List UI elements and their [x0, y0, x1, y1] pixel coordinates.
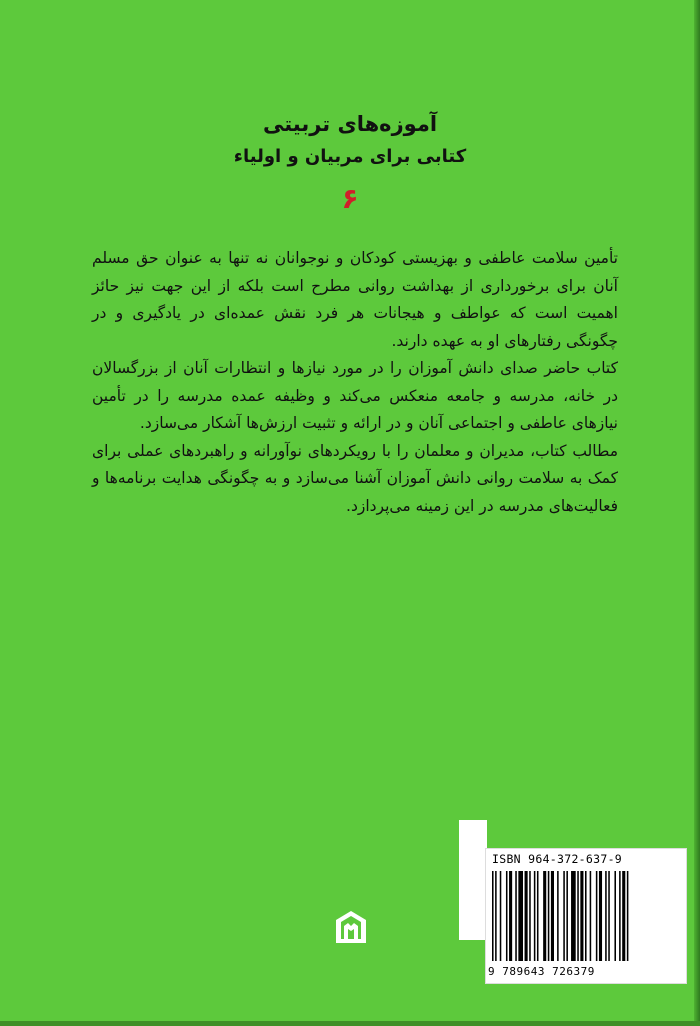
barcode-bar: [500, 871, 502, 961]
barcode-bar: [580, 871, 583, 961]
cover-bottom-edge: [0, 1021, 700, 1026]
barcode-bar: [563, 871, 565, 961]
barcode-bars: [490, 871, 682, 963]
barcode-bar: [518, 871, 523, 961]
barcode-bar: [525, 871, 528, 961]
barcode-bar: [492, 871, 494, 961]
barcode-bar: [614, 871, 616, 961]
barcode-bar: [622, 871, 625, 961]
isbn-text: ISBN 964-372-637-9: [492, 852, 623, 866]
barcode-bar: [495, 871, 497, 961]
barcode-bar: [627, 871, 629, 961]
barcode-bar: [537, 871, 539, 961]
barcode-bar: [557, 871, 559, 961]
barcode-bar: [529, 871, 531, 961]
barcode-bar: [506, 871, 508, 961]
barcode-bar: [509, 871, 512, 961]
barcode-bar: [585, 871, 587, 961]
barcode-bar: [590, 871, 592, 961]
barcode-bar: [608, 871, 610, 961]
barcode-bar: [534, 871, 536, 961]
ean-digits: 9 789643 726379: [488, 965, 595, 978]
blurb-paragraph: تأمین سلامت عاطفی و بهزیستی کودکان و نوجوانان نه تنها به عنوان حق مسلم آنان برای برخورداری از بهداشت روانی مطرح است بلکه از این جهت نیز حائز اهمیت است که عواطف و هیجانات هر فرد نقش عمده‌ای در یادگیری و در چگونگی رفتارهای او به عهده دارند.: [92, 249, 618, 350]
blurb-paragraph: مطالب کتاب، مدیران و معلمان را با رویکردهای نوآورانه و راهبردهای عملی برای کمک به سلامت روانی دانش آموزان آشنا می‌سازد و به چگونگی هدایت برنامه‌ها و فعالیت‌های مدرسه در این زمینه می‌پردازد.: [92, 441, 618, 515]
barcode-bar: [515, 871, 517, 961]
series-title: آموزه‌های تربیتی: [262, 112, 438, 136]
barcode-bar: [605, 871, 607, 961]
barcode-bar: [551, 871, 554, 961]
barcode-bar: [548, 871, 550, 961]
publisher-logo-icon: [335, 910, 367, 948]
blurb-paragraph: کتاب حاضر صدای دانش آموزان را در مورد نیازها و انتظارات آنان از بزرگسالان در خانه، مدرسه و جامعه منعکس می‌کند و وظیفه عمده مدرسه را در تأمین نیازهای عاطفی و اجتماعی آنان و در ارائه و تثبیت ارزش‌ها آشکار می‌سازد.: [92, 359, 618, 432]
price-sticker-remnant: [459, 820, 487, 940]
barcode-bar: [599, 871, 602, 961]
barcode-bar: [571, 871, 576, 961]
barcode-bar: [619, 871, 621, 961]
barcode-bar: [577, 871, 579, 961]
barcode-label: [485, 848, 687, 984]
barcode-bar: [566, 871, 568, 961]
barcode-bar: [596, 871, 598, 961]
blurb-text: [92, 245, 618, 520]
book-subtitle: کتابی برای مربیان و اولیاء: [233, 146, 467, 167]
volume-number: ۶: [341, 182, 359, 215]
barcode-bar: [543, 871, 546, 961]
